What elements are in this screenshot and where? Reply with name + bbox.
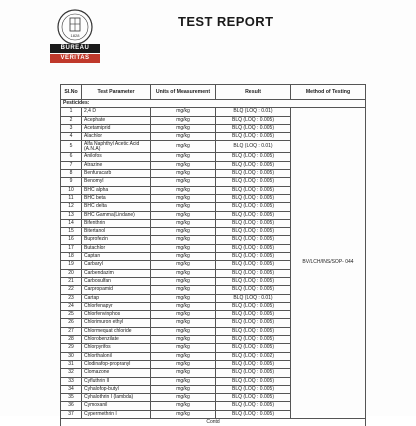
cell-test-parameter: Benomyl [82,178,151,186]
cell-unit: mg/kg [151,394,216,402]
cell-unit: mg/kg [151,170,216,178]
cell-test-parameter: Buprofezin [82,236,151,244]
cell-sl-no: 23 [61,294,82,302]
cell-test-parameter: Carbaryl [82,261,151,269]
cell-result: BLQ (LOQ : 0.005) [216,369,291,377]
cell-sl-no: 2 [61,116,82,124]
cell-unit: mg/kg [151,116,216,124]
cell-result: BLQ (LOQ : 0.01) [216,108,291,116]
cell-unit: mg/kg [151,108,216,116]
cell-test-parameter: Clodinafop-propranyl [82,360,151,368]
cell-sl-no: 7 [61,161,82,169]
cell-result: BLQ (LOQ : 0.01) [216,294,291,302]
cell-sl-no: 25 [61,311,82,319]
cell-unit: mg/kg [151,327,216,335]
logo-text-veritas: VERITAS [50,54,100,63]
cell-test-parameter: Captan [82,253,151,261]
cell-sl-no: 22 [61,286,82,294]
cell-test-parameter: Alachlor [82,133,151,141]
header-units: Units of Measurement [151,85,216,100]
section-label: Pesticides: [61,100,366,108]
cell-result: BLQ (LOQ : 0.005) [216,344,291,352]
cell-result: BLQ (LOQ : 0.005) [216,124,291,132]
cell-test-parameter: Bifenthrin [82,219,151,227]
cell-sl-no: 27 [61,327,82,335]
cell-sl-no: 9 [61,178,82,186]
cell-result: BLQ (LOQ : 0.005) [216,219,291,227]
section-row [61,100,366,108]
cell-sl-no: 19 [61,261,82,269]
cell-unit: mg/kg [151,194,216,202]
cell-test-parameter: Anilofos [82,153,151,161]
cell-result: BLQ (LOQ : 0.005) [216,377,291,385]
cell-test-parameter: BHC Gamma(Lindane) [82,211,151,219]
cell-test-parameter: Carbosulfan [82,277,151,285]
cell-result: BLQ (LOQ : 0.01) [216,141,291,153]
cell-unit: mg/kg [151,153,216,161]
cell-unit: mg/kg [151,124,216,132]
cell-result: BLQ (LOQ : 0.005) [216,410,291,418]
cell-result: BLQ (LOQ : 0.005) [216,178,291,186]
cell-unit: mg/kg [151,133,216,141]
cell-sl-no: 28 [61,336,82,344]
cell-result: BLQ (LOQ : 0.005) [216,360,291,368]
cell-unit: mg/kg [151,186,216,194]
cell-sl-no: 8 [61,170,82,178]
cell-unit: mg/kg [151,178,216,186]
cell-test-parameter: Carbendazim [82,269,151,277]
cell-sl-no: 21 [61,277,82,285]
table-header-row [61,85,366,100]
cell-result: BLQ (LOQ : 0.005) [216,402,291,410]
cell-sl-no: 35 [61,394,82,402]
cell-sl-no: 26 [61,319,82,327]
cell-sl-no: 16 [61,236,82,244]
cell-sl-no: 11 [61,194,82,202]
header-method: Method of Testing [291,85,366,100]
cell-unit: mg/kg [151,369,216,377]
cell-unit: mg/kg [151,402,216,410]
cell-result: BLQ (LOQ : 0.005) [216,153,291,161]
cell-result: BLQ (LOQ : 0.005) [216,277,291,285]
cell-test-parameter: BHC alpha [82,186,151,194]
cell-test-parameter: Cyhalothrin I (lambda) [82,394,151,402]
cell-test-parameter: Chlorimuron ethyl [82,319,151,327]
cell-test-parameter: Chlorobenzilate [82,336,151,344]
continued-note: Contd [61,418,366,426]
cell-sl-no: 1 [61,108,82,116]
cell-result: BLQ (LOQ : 0.005) [216,385,291,393]
cell-result: BLQ (LOQ : 0.005) [216,116,291,124]
cell-unit: mg/kg [151,302,216,310]
cell-test-parameter: Chlorthalonil [82,352,151,360]
cell-result: BLQ (LOQ : 0.005) [216,133,291,141]
bureau-veritas-seal-icon [50,8,100,48]
cell-unit: mg/kg [151,336,216,344]
cell-unit: mg/kg [151,344,216,352]
cell-unit: mg/kg [151,228,216,236]
cell-unit: mg/kg [151,277,216,285]
cell-result: BLQ (LOQ : 0.005) [216,194,291,202]
header-test-parameter: Test Parameter [82,85,151,100]
cell-result: BLQ (LOQ : 0.005) [216,286,291,294]
cell-sl-no: 37 [61,410,82,418]
cell-result: BLQ (LOQ : 0.005) [216,170,291,178]
cell-test-parameter: Cypermethrin I [82,410,151,418]
cell-unit: mg/kg [151,294,216,302]
cell-test-parameter: Cymoxanil [82,402,151,410]
cell-test-parameter: Cyfluthrin II [82,377,151,385]
cell-sl-no: 10 [61,186,82,194]
cell-result: BLQ (LOQ : 0.005) [216,327,291,335]
cell-unit: mg/kg [151,269,216,277]
cell-test-parameter: Alfa Naphthyl Acetic Acid (A.N.A) [82,141,151,153]
cell-sl-no: 34 [61,385,82,393]
cell-unit: mg/kg [151,161,216,169]
cell-sl-no: 29 [61,344,82,352]
cell-test-parameter: Chlorfenvinphos [82,311,151,319]
cell-result: BLQ (LOQ : 0.005) [216,186,291,194]
header-result: Result [216,85,291,100]
results-table [60,84,366,426]
cell-sl-no: 13 [61,211,82,219]
cell-unit: mg/kg [151,360,216,368]
cell-test-parameter: BHC beta [82,194,151,202]
cell-test-parameter: Cartap [82,294,151,302]
cell-sl-no: 31 [61,360,82,368]
cell-sl-no: 30 [61,352,82,360]
cell-sl-no: 18 [61,253,82,261]
cell-sl-no: 33 [61,377,82,385]
cell-sl-no: 14 [61,219,82,227]
cell-result: BLQ (LOQ : 0.005) [216,211,291,219]
cell-result: BLQ (LOQ : 0.005) [216,253,291,261]
table-footer-row [61,418,366,426]
cell-sl-no: 3 [61,124,82,132]
cell-sl-no: 12 [61,203,82,211]
cell-result: BLQ (LOQ : 0.005) [216,228,291,236]
cell-result: BLQ (LOQ : 0.005) [216,311,291,319]
cell-test-parameter: 2,4 D [82,108,151,116]
cell-result: BLQ (LOQ : 0.002) [216,352,291,360]
cell-sl-no: 6 [61,153,82,161]
cell-sl-no: 36 [61,402,82,410]
cell-test-parameter: Acetamiprid [82,124,151,132]
header-sl-no: Sl.No [61,85,82,100]
cell-test-parameter: Cyhalofop-butyl [82,385,151,393]
cell-test-parameter: Chlorpyrifos [82,344,151,352]
cell-result: BLQ (LOQ : 0.005) [216,394,291,402]
cell-unit: mg/kg [151,253,216,261]
cell-sl-no: 4 [61,133,82,141]
cell-result: BLQ (LOQ : 0.005) [216,203,291,211]
cell-sl-no: 24 [61,302,82,310]
seal-year: 1828 [70,33,80,38]
cell-unit: mg/kg [151,385,216,393]
cell-result: BLQ (LOQ : 0.005) [216,261,291,269]
cell-unit: mg/kg [151,352,216,360]
cell-test-parameter: Benfuracarb [82,170,151,178]
cell-unit: mg/kg [151,311,216,319]
cell-sl-no: 15 [61,228,82,236]
cell-result: BLQ (LOQ : 0.005) [216,269,291,277]
cell-unit: mg/kg [151,377,216,385]
cell-result: BLQ (LOQ : 0.005) [216,336,291,344]
cell-result: BLQ (LOQ : 0.005) [216,302,291,310]
cell-test-parameter: Carpropamid [82,286,151,294]
cell-test-parameter: Acephate [82,116,151,124]
cell-unit: mg/kg [151,141,216,153]
cell-test-parameter: Butachlor [82,244,151,252]
cell-sl-no: 20 [61,269,82,277]
cell-unit: mg/kg [151,203,216,211]
page-title: TEST REPORT [178,14,274,29]
cell-sl-no: 32 [61,369,82,377]
cell-test-parameter: Atrazine [82,161,151,169]
cell-unit: mg/kg [151,261,216,269]
cell-unit: mg/kg [151,211,216,219]
cell-method-of-testing: BV/LCH/INS/SOP- 044 [291,108,366,419]
table-row [61,108,366,116]
cell-unit: mg/kg [151,236,216,244]
cell-unit: mg/kg [151,286,216,294]
cell-test-parameter: BHC delta [82,203,151,211]
cell-test-parameter: Bitertanol [82,228,151,236]
cell-result: BLQ (LOQ : 0.005) [216,161,291,169]
cell-sl-no: 5 [61,141,82,153]
cell-test-parameter: Chlormequat chloride [82,327,151,335]
cell-unit: mg/kg [151,244,216,252]
cell-sl-no: 17 [61,244,82,252]
cell-result: BLQ (LOQ : 0.005) [216,236,291,244]
cell-test-parameter: Clomazone [82,369,151,377]
cell-unit: mg/kg [151,319,216,327]
cell-test-parameter: Chlorfenapyr [82,302,151,310]
cell-result: BLQ (LOQ : 0.005) [216,244,291,252]
cell-result: BLQ (LOQ : 0.005) [216,319,291,327]
cell-unit: mg/kg [151,219,216,227]
cell-unit: mg/kg [151,410,216,418]
logo-text-bureau: BUREAU [50,44,100,53]
